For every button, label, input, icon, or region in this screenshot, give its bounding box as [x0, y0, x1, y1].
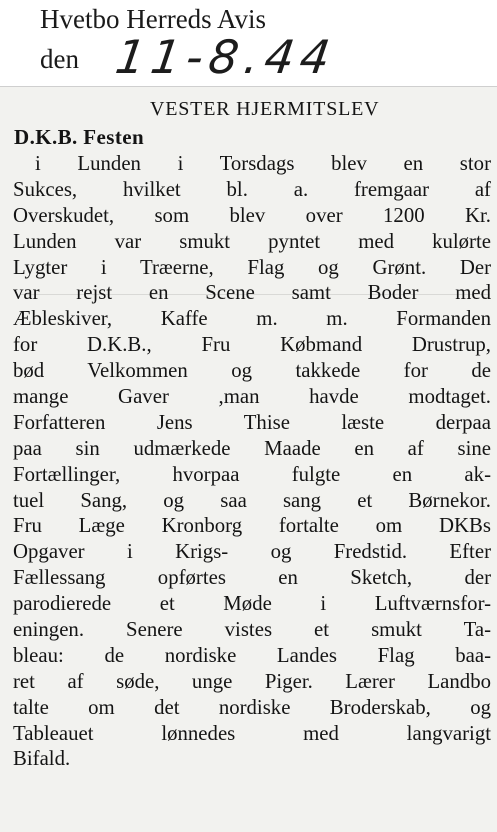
article-line: tuel Sang, og saa sang et Børnekor.	[13, 488, 491, 512]
article-body	[13, 151, 491, 772]
article-line: Overskudet, som blev over 1200 Kr.	[13, 203, 491, 227]
article-line: Opgaver i Krigs- og Fredstid. Efter	[13, 540, 491, 564]
article-line: Lunden var smukt pyntet med kulørte	[13, 229, 491, 253]
article-line: talte om det nordiske Broderskab, og	[13, 695, 491, 719]
article-line: eningen. Senere vistes et smukt Ta-	[13, 618, 491, 642]
handwritten-date: 11-8.44	[112, 30, 340, 84]
article-line: bleau: de nordiske Landes Flag baa-	[13, 643, 491, 667]
article-line: for D.K.B., Fru Købmand Drustrup,	[13, 333, 491, 357]
article-headline: D.K.B. Festen	[14, 125, 145, 149]
article-line: Fællessang opførtes en Sketch, der	[13, 566, 491, 590]
article-line: var rejst en Scene samt Boder med	[13, 281, 491, 305]
article-line: Fortællinger, hvorpaa fulgte en ak-	[13, 462, 491, 486]
article-line: Æbleskiver, Kaffe m. m. Formanden	[13, 307, 491, 331]
article-line: paa sin udmærkede Maade en af sine	[13, 436, 491, 460]
article-line: parodierede et Møde i Luftværnsfor-	[13, 592, 491, 616]
article-dateline: VESTER HJERMITSLEV	[150, 98, 380, 120]
den-label: den	[40, 44, 79, 74]
article-line: ret af søde, unge Piger. Lærer Landbo	[13, 669, 491, 693]
article-line: i Lunden i Torsdags blev en stor	[35, 152, 491, 175]
article-line: Forfatteren Jens Thise læste derpaa	[13, 410, 491, 434]
article-line: Lygter i Træerne, Flag og Grønt. Der	[13, 255, 491, 279]
article-clipping	[0, 86, 497, 832]
article-line: Sukces, hvilket bl. a. fremgaar af	[13, 177, 491, 201]
article-line: mange Gaver ,man havde modtaget.	[13, 385, 491, 409]
clipping-header	[0, 0, 497, 86]
newspaper-name: Hvetbo Herreds Avis	[40, 4, 266, 34]
article-line: Tableauet lønnedes med langvarigt	[13, 721, 491, 745]
article-line: Bifald.	[13, 747, 71, 771]
article-line: bød Velkommen og takkede for de	[13, 359, 491, 383]
article-line: Fru Læge Kronborg fortalte om DKBs	[13, 514, 491, 538]
